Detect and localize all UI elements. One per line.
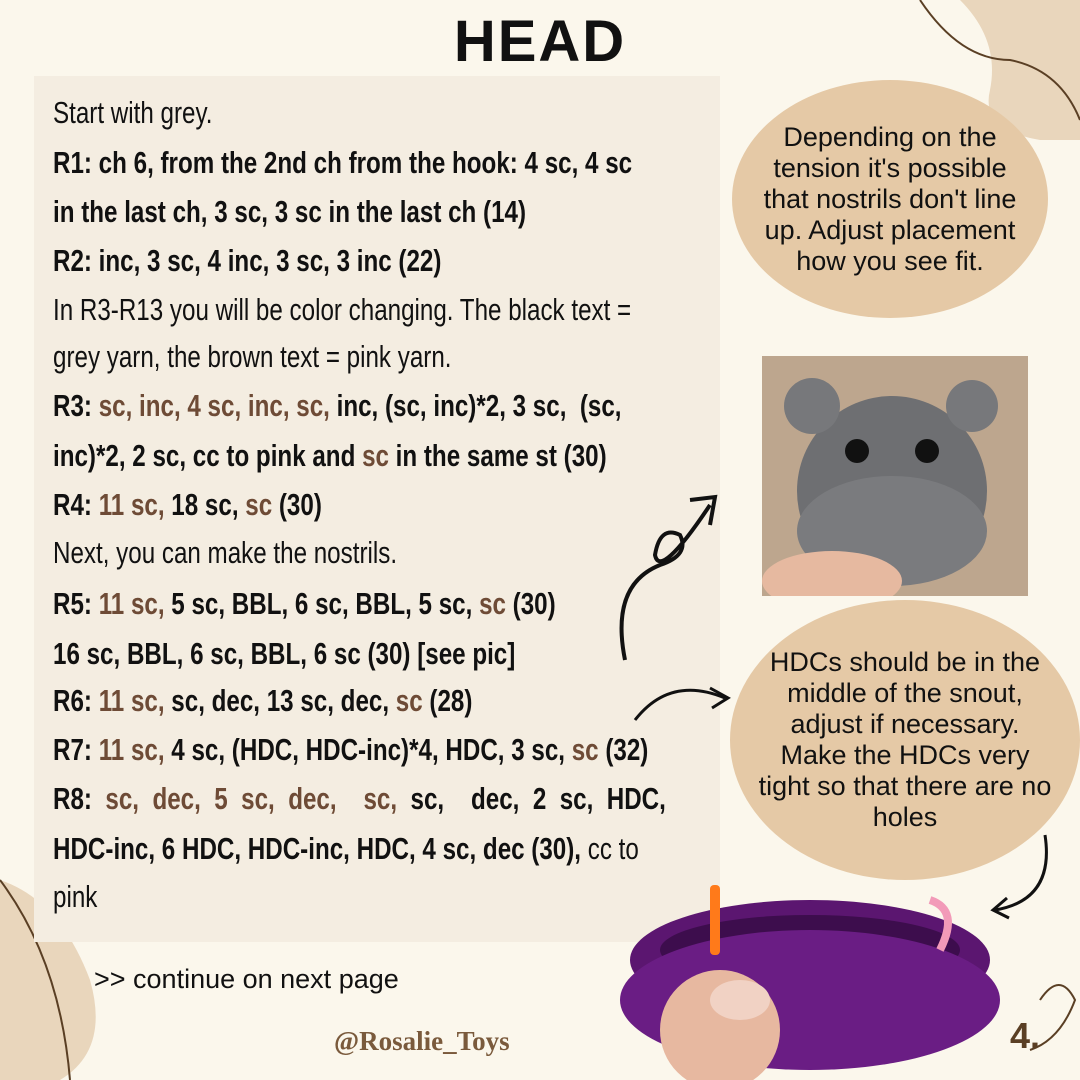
instruction-line (53, 485, 322, 525)
instruction-line (53, 584, 556, 624)
page-title: HEAD (453, 9, 627, 74)
pink-yarn-text: 11 sc, (98, 487, 172, 522)
grey-yarn-text: Next, you can make the nostrils. (53, 535, 398, 570)
grey-yarn-text: R8: (53, 781, 106, 816)
pink-yarn-text: sc (395, 683, 423, 718)
tip-text: HDCs should be in the middle of the snout, adjust if necessary. Make the HDCs very tight so that there are no holes (758, 647, 1052, 832)
instruction-line (53, 337, 452, 377)
instruction-line (53, 143, 632, 183)
instruction-line (53, 730, 648, 770)
grey-yarn-text: R4: (53, 487, 99, 522)
instruction-line (53, 829, 639, 869)
grey-yarn-text: R7: (53, 732, 99, 767)
arrow-icon (985, 830, 1065, 920)
grey-yarn-text: cc to (581, 831, 639, 866)
pink-yarn-text: 11 sc, (98, 586, 172, 621)
author-handle: @Rosalie_Toys (334, 1026, 510, 1056)
instruction-line (53, 634, 515, 674)
instruction-line (53, 386, 622, 426)
instruction-line (53, 779, 666, 819)
grey-yarn-text: in the last ch, 3 sc, 3 sc in the last ch (14) (53, 194, 527, 229)
grey-yarn-text: (30) (505, 586, 556, 621)
arrow-icon (610, 485, 740, 665)
instruction-line (53, 436, 607, 476)
grey-yarn-text: sc, dec, 13 sc, dec, (171, 683, 396, 718)
grey-yarn-text: 5 sc, BBL, 6 sc, BBL, 5 sc, (171, 586, 480, 621)
hippo-photo (762, 356, 1028, 596)
grey-yarn-text: inc)*2, 2 sc, cc to pink and (53, 438, 363, 473)
pink-yarn-text: sc (571, 732, 599, 767)
grey-yarn-text: R1: ch 6, from the 2nd ch from the hook: 4 sc, 4 sc (53, 145, 633, 180)
pink-yarn-text: sc (245, 487, 273, 522)
grey-yarn-text: R2: inc, 3 sc, 4 inc, 3 sc, 3 inc (22) (53, 243, 442, 278)
grey-yarn-text: in the same st (30) (388, 438, 607, 473)
instruction-line (53, 533, 397, 573)
pink-yarn-text: 11 sc, (98, 683, 172, 718)
grey-yarn-text: (30) (272, 487, 322, 522)
pink-yarn-text: sc (362, 438, 389, 473)
pink-yarn-text: sc (479, 586, 506, 621)
grey-yarn-text: 4 sc, (HDC, HDC-inc)*4, HDC, 3 sc, (171, 732, 572, 767)
grey-yarn-text: R5: (53, 586, 99, 621)
instruction-line (53, 877, 97, 917)
grey-yarn-text: grey yarn, the brown text = pink yarn. (53, 339, 452, 374)
grey-yarn-text: R6: (53, 683, 99, 718)
pink-yarn-text: sc, dec, 5 sc, dec, sc, (105, 781, 404, 816)
instruction-line (53, 290, 631, 330)
grey-yarn-text: 18 sc, (171, 487, 246, 522)
tip-bubble-nostrils (732, 80, 1048, 318)
grey-yarn-text: In R3-R13 you will be color changing. The black text = (53, 292, 632, 327)
continue-note: >> continue on next page (94, 964, 399, 994)
tip-text: Depending on the tension it's possible that nostrils don't line up. Adjust placement how you see fit. (763, 121, 1017, 276)
instruction-line (53, 241, 441, 281)
instruction-line (53, 681, 472, 721)
grey-yarn-text: inc, (sc, inc)*2, 3 sc, (sc, (336, 388, 622, 423)
instruction-line (53, 192, 526, 232)
grey-yarn-text: sc, dec, 2 sc, HDC, (403, 781, 666, 816)
arrow-icon (630, 680, 740, 730)
grey-yarn-text: Start with grey. (53, 95, 213, 130)
grey-yarn-text: HDC-inc, 6 HDC, HDC-inc, HDC, 4 sc, dec (30), (53, 831, 582, 866)
grey-yarn-text: (32) (598, 732, 649, 767)
instruction-line (53, 93, 212, 133)
purple-snout-photo (610, 880, 1010, 1080)
pink-yarn-text: 11 sc, (98, 732, 172, 767)
grey-yarn-text: (28) (422, 683, 473, 718)
grey-yarn-text: R3: (53, 388, 99, 423)
pink-yarn-text: sc, inc, 4 sc, inc, sc, (98, 388, 337, 423)
page-number: 4. (1010, 1015, 1041, 1056)
grey-yarn-text: 16 sc, BBL, 6 sc, BBL, 6 sc (30) [see pic] (53, 636, 516, 671)
grey-yarn-text: pink (53, 879, 98, 914)
